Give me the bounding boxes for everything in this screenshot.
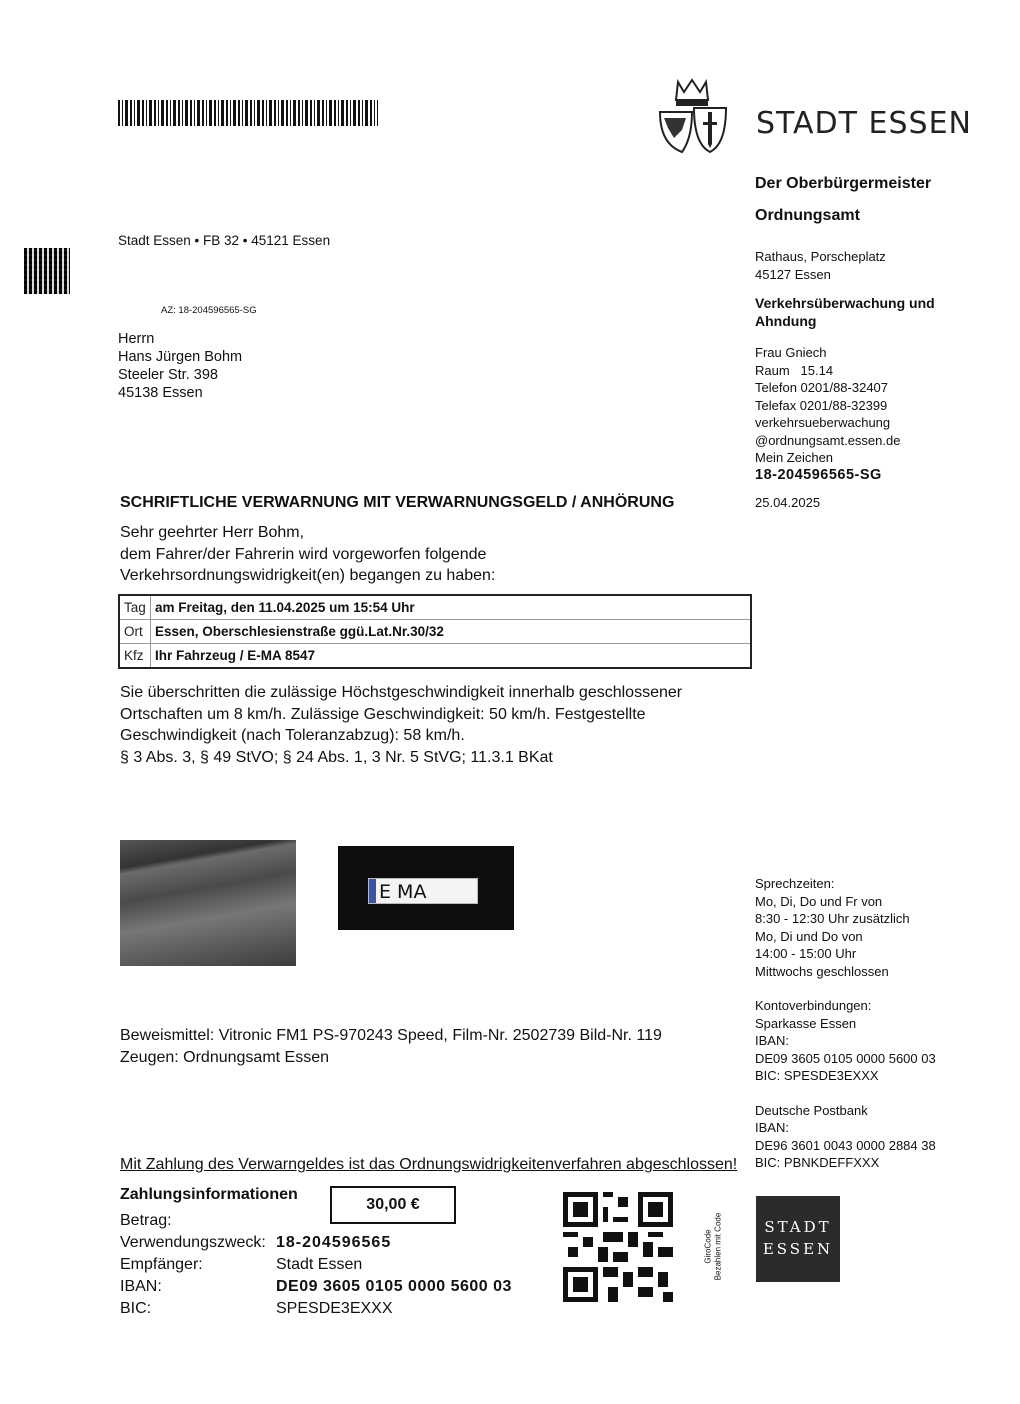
- girocode-qr-icon: [563, 1192, 673, 1302]
- bank-accounts-label: Kontoverbindungen:: [755, 998, 872, 1013]
- recipient-value: Stadt Essen: [276, 1256, 363, 1273]
- recipient-name: Hans Jürgen Bohm: [118, 349, 243, 365]
- driver-photo: [120, 840, 296, 966]
- reference-label: Mein Zeichen: [755, 450, 834, 465]
- intro-line: Verkehrsordnungswidrigkeit(en) begangen zu haben:: [120, 567, 496, 584]
- address-line: Rathaus, Porscheplatz: [755, 249, 886, 264]
- detail-value: Ihr Fahrzeug / E-MA 8547: [151, 644, 752, 669]
- detail-value: am Freitag, den 11.04.2025 um 15:54 Uhr: [151, 595, 752, 620]
- city-crest-logo: [656, 78, 728, 156]
- purpose-value: 18-204596565: [276, 1234, 392, 1251]
- violation-line: Sie überschritten die zulässige Höchstgeschwindigkeit innerhalb geschlossener: [120, 684, 683, 701]
- amount-box: 30,00 €: [330, 1186, 456, 1224]
- dept-subtitle: Ordnungsamt: [755, 207, 860, 224]
- recipient-city: 45138 Essen: [118, 385, 203, 401]
- datamatrix-code: [24, 248, 70, 294]
- sender-line: Stadt Essen • FB 32 • 45121 Essen: [118, 233, 331, 248]
- iban-label: IBAN:: [120, 1278, 162, 1295]
- contact-room: Raum 15.14: [755, 362, 834, 378]
- bic-value: BIC: SPESDE3EXXX: [755, 1068, 879, 1083]
- violation-line: Geschwindigkeit (nach Toleranzabzug): 58 km/h.: [120, 727, 465, 744]
- iban-value: DE09 3605 0105 0000 5600 03: [276, 1278, 512, 1295]
- iban-value: DE96 3601 0043 0000 2884 38: [755, 1137, 936, 1153]
- girocode-text: GiroCode: [703, 1229, 713, 1264]
- detail-key: Ort: [119, 620, 151, 644]
- offense-details-table: [118, 594, 752, 669]
- office-hours-line: 8:30 - 12:30 Uhr zusätzlich: [755, 911, 910, 926]
- bic-label: BIC:: [120, 1300, 152, 1317]
- reference-value: 18-204596565-SG: [755, 466, 882, 483]
- contact-phone: Telefon 0201/88-32407: [755, 380, 889, 395]
- address-line: 45127 Essen: [755, 266, 831, 282]
- table-row: [119, 644, 751, 669]
- recipient-salutation: Herrn: [118, 331, 155, 347]
- file-reference: AZ: 18-204596565-SG: [161, 305, 257, 316]
- recipient-address: [118, 330, 242, 402]
- contact-email: @ordnungsamt.essen.de: [755, 432, 901, 448]
- intro-text: [120, 522, 495, 587]
- letter-subject: SCHRIFTLICHE VERWARNUNG MIT VERWARNUNGSGELD / ANHÖRUNG: [120, 494, 675, 511]
- office-hours: [755, 875, 910, 980]
- recipient-street: Steeler Str. 398: [118, 367, 218, 383]
- contact-fax: Telefax 0201/88-32399: [755, 397, 888, 413]
- evidence-line: Beweismittel: Vitronic FM1 PS-970243 Speed, Film-Nr. 2502739 Bild-Nr. 119: [120, 1027, 662, 1044]
- logo-line: ESSEN: [762, 1240, 834, 1258]
- detail-value: Essen, Oberschlesienstraße ggü.Lat.Nr.30/32: [151, 620, 752, 644]
- logo-line: STADT: [764, 1218, 832, 1236]
- iban-value: DE09 3605 0105 0000 5600 03: [755, 1050, 936, 1066]
- table-row: [119, 595, 751, 620]
- purpose-label: Verwendungszweck:: [120, 1234, 266, 1251]
- bic-value: SPESDE3EXXX: [276, 1300, 393, 1317]
- evidence-line: Zeugen: Ordnungsamt Essen: [120, 1048, 330, 1066]
- detail-key: Tag: [119, 595, 151, 620]
- contact-email: verkehrsueberwachung: [755, 415, 891, 430]
- payment-labels: [120, 1210, 266, 1320]
- license-plate-photo: [338, 846, 514, 930]
- division-name: [755, 295, 935, 330]
- division-line: Ahndung: [755, 312, 817, 329]
- iban-label: IBAN:: [755, 1033, 789, 1048]
- contact-block: [755, 344, 900, 484]
- violation-line: § 3 Abs. 3, § 49 StVO; § 24 Abs. 1, 3 Nr. 5 StVG; 11.3.1 BKat: [120, 748, 553, 766]
- brand-title: STADT ESSEN: [756, 106, 972, 141]
- payment-values: [276, 1232, 512, 1320]
- payment-heading: Zahlungsinformationen: [120, 1186, 298, 1203]
- office-address: [755, 248, 886, 283]
- license-plate: E MA 8547: [368, 878, 478, 904]
- amount-label: Betrag:: [120, 1212, 172, 1229]
- intro-line: dem Fahrer/der Fahrerin wird vorgeworfen folgende: [120, 545, 487, 563]
- city-logo: [756, 1196, 840, 1282]
- iban-label: IBAN:: [755, 1120, 789, 1135]
- bank-accounts: [755, 997, 936, 1172]
- bank-name: Sparkasse Essen: [755, 1015, 857, 1031]
- violation-line: Ortschaften um 8 km/h. Zulässige Geschwindigkeit: 50 km/h. Festgestellte: [120, 705, 646, 723]
- contact-name: Frau Gniech: [755, 345, 827, 360]
- girocode-label: [698, 1212, 723, 1292]
- dept-title: Der Oberbürgermeister: [755, 175, 932, 192]
- violation-description: [120, 682, 682, 768]
- detail-key: Kfz: [119, 644, 151, 669]
- office-hours-line: Mo, Di und Do von: [755, 928, 863, 944]
- division-line: Verkehrsüberwachung und: [755, 295, 935, 311]
- intro-line: Sehr geehrter Herr Bohm,: [120, 524, 305, 541]
- letter-date: 25.04.2025: [755, 495, 821, 510]
- girocode-text: Bezahlen mit Code: [713, 1212, 723, 1281]
- bank-name: Deutsche Postbank: [755, 1102, 868, 1118]
- recipient-label: Empfänger:: [120, 1256, 203, 1273]
- office-hours-line: Mo, Di, Do und Fr von: [755, 893, 883, 909]
- barcode: [118, 100, 378, 126]
- evidence-block: [120, 1025, 662, 1068]
- office-hours-label: Sprechzeiten:: [755, 876, 835, 891]
- office-hours-line: Mittwochs geschlossen: [755, 963, 889, 979]
- bic-value: BIC: PBNKDEFFXXX: [755, 1155, 880, 1170]
- table-row: [119, 620, 751, 644]
- office-hours-line: 14:00 - 15:00 Uhr: [755, 946, 857, 961]
- payment-notice: Mit Zahlung des Verwarngeldes ist das Ordnungswidrigkeitenverfahren abgeschlossen!: [120, 1156, 738, 1173]
